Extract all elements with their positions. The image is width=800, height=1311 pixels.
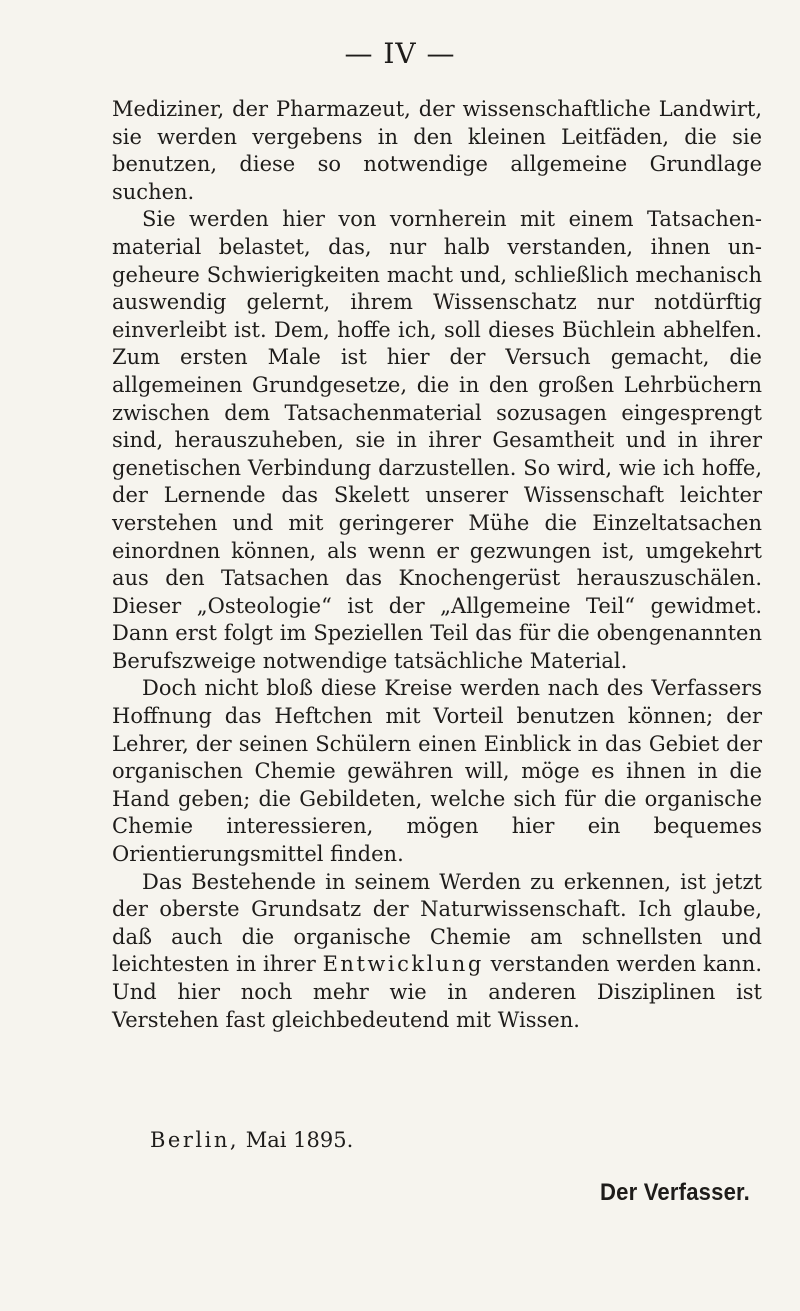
- paragraph-4-emphasis: Entwicklung: [322, 952, 484, 977]
- place: Berlin,: [150, 1128, 240, 1152]
- paragraph-2: Sie werden hier von vornherein mit einem Tatsachenmaterial belastet, das, nur halb verstanden, ihnen ungeheure Schwierigkeiten macht und, schließlich mechanisch auswendig gelernt, ihrem Wissenschatz nur notdürftig einverleibt ist. Dem, hoffe ich, soll dieses Büchlein abhelfen. Zum ersten Male ist hier der Versuch gemacht, die allgemeinen Grundgesetze, die in den großen Lehrbüchern zwischen dem Tatsachenmaterial sozusagen eingesprengt sind, herauszuheben, sie in ihrer Gesamtheit und in ihrer genetischen Verbindung darzustellen. So wird, wie ich hoffe, der Lernende das Skelett unserer Wissenschaft leichter verstehen und mit geringerer Mühe die Einzeltatsachen einordnen können, als wenn er gezwungen ist, umgekehrt aus den Tatsachen das Knochengerüst herauszuschälen. Dieser „Osteologie“ ist der „Allgemeine Teil“ gewidmet. Dann erst folgt im Speziellen Teil das für die obengenannten Berufszweige notwendige tatsächliche Material.: [112, 207, 762, 673]
- paragraph-4-text-before: Das Bestehende in seinem Werden zu erkennen, ist jetzt der oberste Grundsatz der Naturwissenschaft. Ich glaube, daß auch die organische Chemie am schnellsten und leichtesten in ihrer: [112, 869, 762, 977]
- paragraph-4: [112, 869, 762, 1035]
- paragraph-4-text-after: verstanden werden kann. Und hier noch mehr wie in anderen Disziplinen ist Verstehen fast gleichbedeutend mit Wissen.: [112, 952, 762, 1032]
- author-signature: Der Verfasser.: [600, 1179, 750, 1206]
- paragraph-3: Doch nicht bloß diese Kreise werden nach des Verfassers Hoffnung das Heftchen mit Vorteil benutzen können; der Lehrer, der seinen Schülern einen Einblick in das Gebiet der organischen Chemie gewähren will, möge es ihnen in die Hand geben; die Gebildeten, welche sich für die organische Chemie interessieren, mögen hier ein bequemes Orientierungsmittel finden.: [112, 676, 762, 867]
- preface-body: [112, 96, 762, 1034]
- date: Mai 1895.: [239, 1128, 354, 1152]
- place-and-date: [150, 1126, 353, 1154]
- page-number: — IV —: [344, 37, 456, 70]
- paragraph-1: Mediziner, der Pharmazeut, der wissenschaftliche Landwirt, sie werden vergebens in den kleinen Leitfäden, die sie benutzen, diese so notwendige allgemeine Grundlage suchen.: [112, 97, 762, 204]
